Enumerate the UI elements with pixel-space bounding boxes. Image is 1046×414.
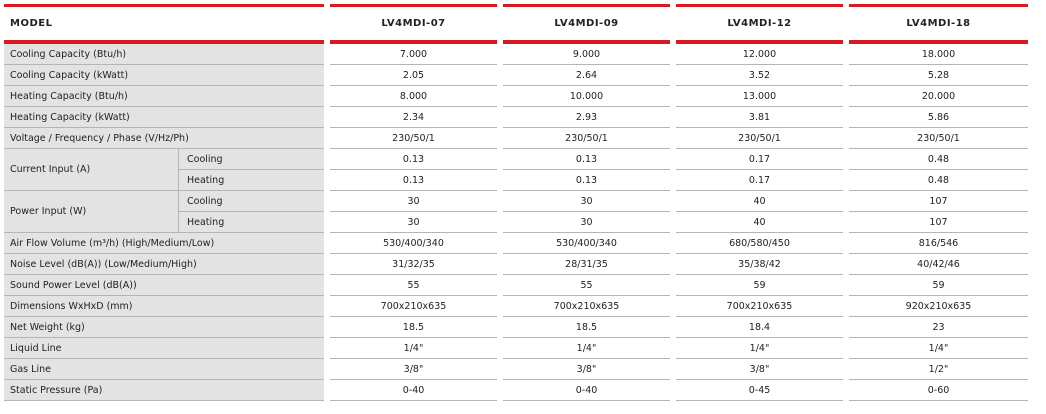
- table-cell-value: 230/50/1: [503, 128, 670, 149]
- table-cell-value: 700x210x635: [503, 296, 670, 317]
- row-label: Liquid Line: [4, 338, 324, 359]
- table-row: [4, 128, 1028, 149]
- table-row: [4, 233, 1028, 254]
- table-row: [4, 65, 1028, 86]
- table-cell-value: 1/4": [676, 338, 843, 359]
- table-cell-value: 680/580/450: [676, 233, 843, 254]
- table-cell-value: 35/38/42: [676, 254, 843, 275]
- table-cell-value: 5.28: [849, 65, 1028, 86]
- table-cell-value: 30: [330, 191, 497, 212]
- table-row: [4, 107, 1028, 128]
- table-cell-value: 2.34: [330, 107, 497, 128]
- table-cell-value: 12.000: [676, 44, 843, 65]
- table-row: [4, 275, 1028, 296]
- table-cell-value: 5.86: [849, 107, 1028, 128]
- table-row: [4, 149, 1028, 170]
- table-cell-value: 0-60: [849, 380, 1028, 401]
- row-sublabel: Cooling: [178, 149, 324, 170]
- table-cell-value: 0.17: [676, 170, 843, 191]
- row-label: Gas Line: [4, 359, 324, 380]
- row-label: Sound Power Level (dB(A)): [4, 275, 324, 296]
- row-label: Current Input (A): [4, 149, 178, 191]
- model-column-header: LV4MDI-18: [849, 4, 1028, 44]
- table-cell-value: 3.52: [676, 65, 843, 86]
- model-column-header: LV4MDI-12: [676, 4, 843, 44]
- model-column-header: LV4MDI-07: [330, 4, 497, 44]
- table-cell-value: 0.17: [676, 149, 843, 170]
- table-cell-value: 30: [330, 212, 497, 233]
- table-cell-value: 55: [330, 275, 497, 296]
- row-label: Dimensions WxHxD (mm): [4, 296, 324, 317]
- table-cell-value: 230/50/1: [676, 128, 843, 149]
- table-cell-value: 3/8": [503, 359, 670, 380]
- table-row: [4, 254, 1028, 275]
- table-row: [4, 338, 1028, 359]
- table-cell-value: 31/32/35: [330, 254, 497, 275]
- table-row: [4, 296, 1028, 317]
- table-cell-value: 7.000: [330, 44, 497, 65]
- table-cell-value: 1/4": [503, 338, 670, 359]
- table-cell-value: 0-40: [503, 380, 670, 401]
- table-cell-value: 55: [503, 275, 670, 296]
- table-cell-value: 23: [849, 317, 1028, 338]
- table-cell-value: 2.93: [503, 107, 670, 128]
- table-cell-value: 59: [676, 275, 843, 296]
- table-cell-value: 230/50/1: [330, 128, 497, 149]
- table-cell-value: 30: [503, 212, 670, 233]
- table-cell-value: 59: [849, 275, 1028, 296]
- table-cell-value: 9.000: [503, 44, 670, 65]
- table-cell-value: 0.13: [330, 149, 497, 170]
- row-sublabel: Cooling: [178, 191, 324, 212]
- header-row: [4, 4, 1028, 44]
- table-cell-value: 3/8": [330, 359, 497, 380]
- table-cell-value: 530/400/340: [330, 233, 497, 254]
- model-column-header: LV4MDI-09: [503, 4, 670, 44]
- table-cell-value: 10.000: [503, 86, 670, 107]
- table-row: [4, 191, 1028, 212]
- table-body: [4, 44, 1028, 401]
- table-cell-value: 3/8": [676, 359, 843, 380]
- table-cell-value: 40/42/46: [849, 254, 1028, 275]
- row-label: Heating Capacity (kWatt): [4, 107, 324, 128]
- table-cell-value: 40: [676, 212, 843, 233]
- table-cell-value: 0.48: [849, 170, 1028, 191]
- table-cell-value: 0-45: [676, 380, 843, 401]
- table-cell-value: 700x210x635: [676, 296, 843, 317]
- table-cell-value: 1/4": [849, 338, 1028, 359]
- table-cell-value: 0.48: [849, 149, 1028, 170]
- row-label: Cooling Capacity (Btu/h): [4, 44, 324, 65]
- row-label: Power Input (W): [4, 191, 178, 233]
- table-cell-value: 18.4: [676, 317, 843, 338]
- row-label: Air Flow Volume (m³/h) (High/Medium/Low): [4, 233, 324, 254]
- table-row: [4, 86, 1028, 107]
- table-row: [4, 44, 1028, 65]
- table-cell-value: 13.000: [676, 86, 843, 107]
- table-cell-value: 18.5: [330, 317, 497, 338]
- table-cell-value: 18.000: [849, 44, 1028, 65]
- table-cell-value: 40: [676, 191, 843, 212]
- specification-table: [4, 4, 1028, 401]
- table-cell-value: 3.81: [676, 107, 843, 128]
- table-row: [4, 317, 1028, 338]
- table-cell-value: 0.13: [503, 170, 670, 191]
- table-cell-value: 0.13: [330, 170, 497, 191]
- table-cell-value: 0.13: [503, 149, 670, 170]
- table-cell-value: 30: [503, 191, 670, 212]
- table-cell-value: 1/4": [330, 338, 497, 359]
- row-label: Voltage / Frequency / Phase (V/Hz/Ph): [4, 128, 324, 149]
- row-sublabel: Heating: [178, 212, 324, 233]
- table-cell-value: 18.5: [503, 317, 670, 338]
- row-label: Heating Capacity (Btu/h): [4, 86, 324, 107]
- table-cell-value: 107: [849, 191, 1028, 212]
- table-cell-value: 8.000: [330, 86, 497, 107]
- table-row: [4, 359, 1028, 380]
- table-cell-value: 2.64: [503, 65, 670, 86]
- table-cell-value: 2.05: [330, 65, 497, 86]
- table-cell-value: 816/546: [849, 233, 1028, 254]
- table-cell-value: 107: [849, 212, 1028, 233]
- table-cell-value: 28/31/35: [503, 254, 670, 275]
- table-cell-value: 530/400/340: [503, 233, 670, 254]
- table-cell-value: 20.000: [849, 86, 1028, 107]
- row-label: Static Pressure (Pa): [4, 380, 324, 401]
- model-header: MODEL: [4, 4, 324, 44]
- table-cell-value: 1/2": [849, 359, 1028, 380]
- table-cell-value: 920x210x635: [849, 296, 1028, 317]
- row-sublabel: Heating: [178, 170, 324, 191]
- table-cell-value: 700x210x635: [330, 296, 497, 317]
- row-label: Noise Level (dB(A)) (Low/Medium/High): [4, 254, 324, 275]
- row-label: Net Weight (kg): [4, 317, 324, 338]
- row-label: Cooling Capacity (kWatt): [4, 65, 324, 86]
- table-cell-value: 230/50/1: [849, 128, 1028, 149]
- table-row: [4, 380, 1028, 401]
- table-cell-value: 0-40: [330, 380, 497, 401]
